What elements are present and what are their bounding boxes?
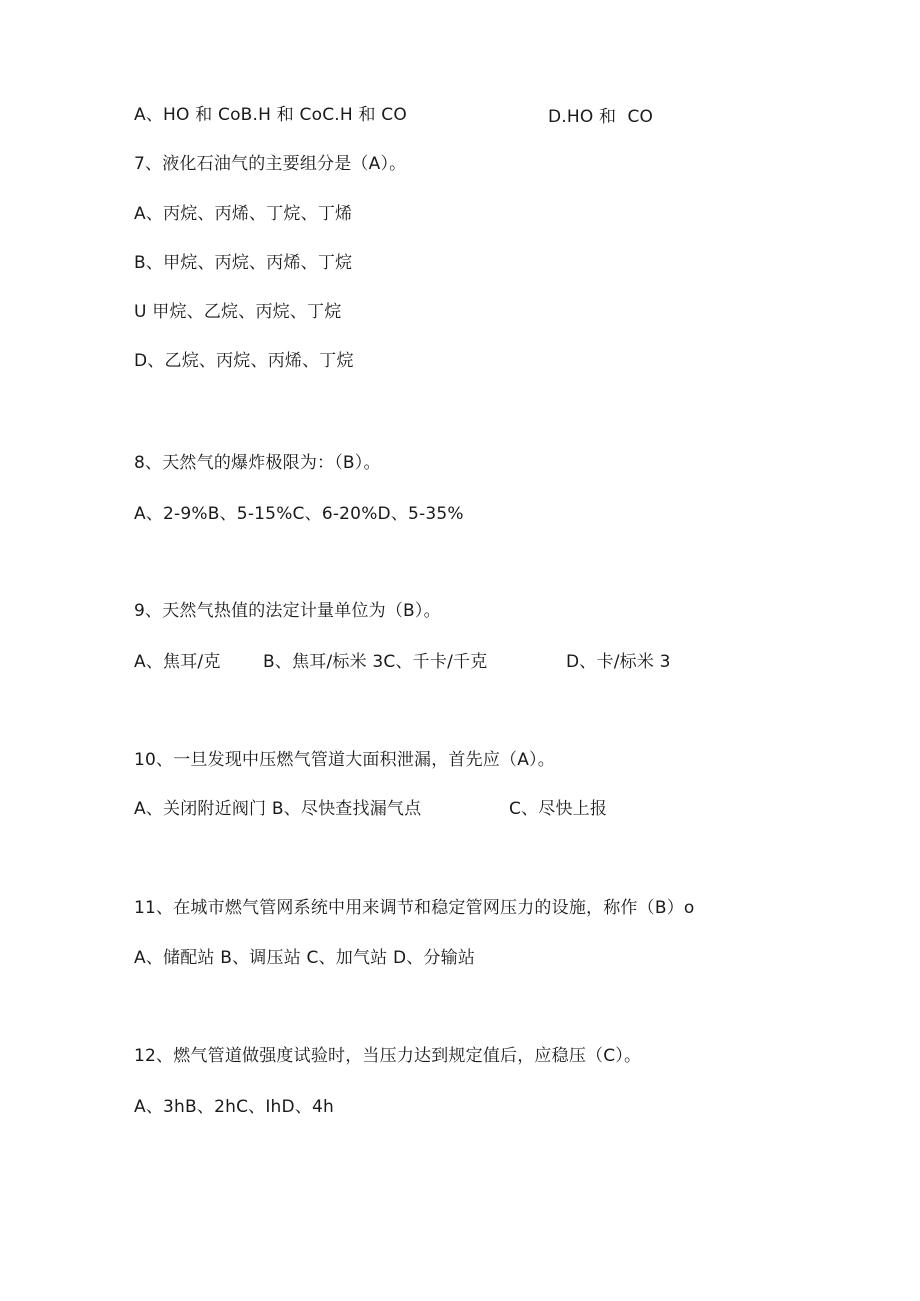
- q7-option-d: D、乙烷、丙烷、丙烯、丁烷: [134, 351, 354, 371]
- q8-options: A、2-9%B、5-15%C、6-20%D、5-35%: [134, 504, 464, 524]
- q12-options: A、3hB、2hC、IhD、4h: [134, 1097, 335, 1117]
- question-7: 7、液化石油气的主要组分是（A）。: [134, 154, 407, 174]
- q9-option-a: A、焦耳/克: [134, 652, 221, 672]
- q9-option-d: D、卡/标米 3: [566, 652, 671, 672]
- q10-option-c: C、尽快上报: [509, 799, 608, 819]
- q10-options-ab: A、关闭附近阀门 B、尽快查找漏气点: [134, 799, 422, 819]
- question-10: 10、一旦发现中压燃气管道大面积泄漏，首先应（A）。: [134, 750, 555, 770]
- question-11: 11、在城市燃气管网系统中用来调节和稳定管网压力的设施，称作（B）o: [134, 898, 695, 918]
- q7-option-b: B、甲烷、丙烷、丙烯、丁烷: [134, 253, 353, 273]
- q6-option-d: D.HO 和 CO: [548, 107, 654, 127]
- question-8: 8、天然气的爆炸极限为：（B）。: [134, 453, 381, 473]
- q11-options: A、储配站 B、调压站 C、加气站 D、分输站: [134, 948, 476, 968]
- q7-option-c: U 甲烷、乙烷、丙烷、丁烷: [134, 302, 342, 322]
- question-9: 9、天然气热值的法定计量单位为（B）。: [134, 601, 441, 621]
- q6-options-abc: A、HO 和 CoB.H 和 CoC.H 和 CO: [134, 105, 407, 125]
- q7-option-a: A、丙烷、丙烯、丁烷、丁烯: [134, 204, 353, 224]
- question-12: 12、燃气管道做强度试验时，当压力达到规定值后，应稳压（C）。: [134, 1046, 642, 1066]
- q9-options-bc: B、焦耳/标米 3C、千卡/千克: [263, 652, 488, 672]
